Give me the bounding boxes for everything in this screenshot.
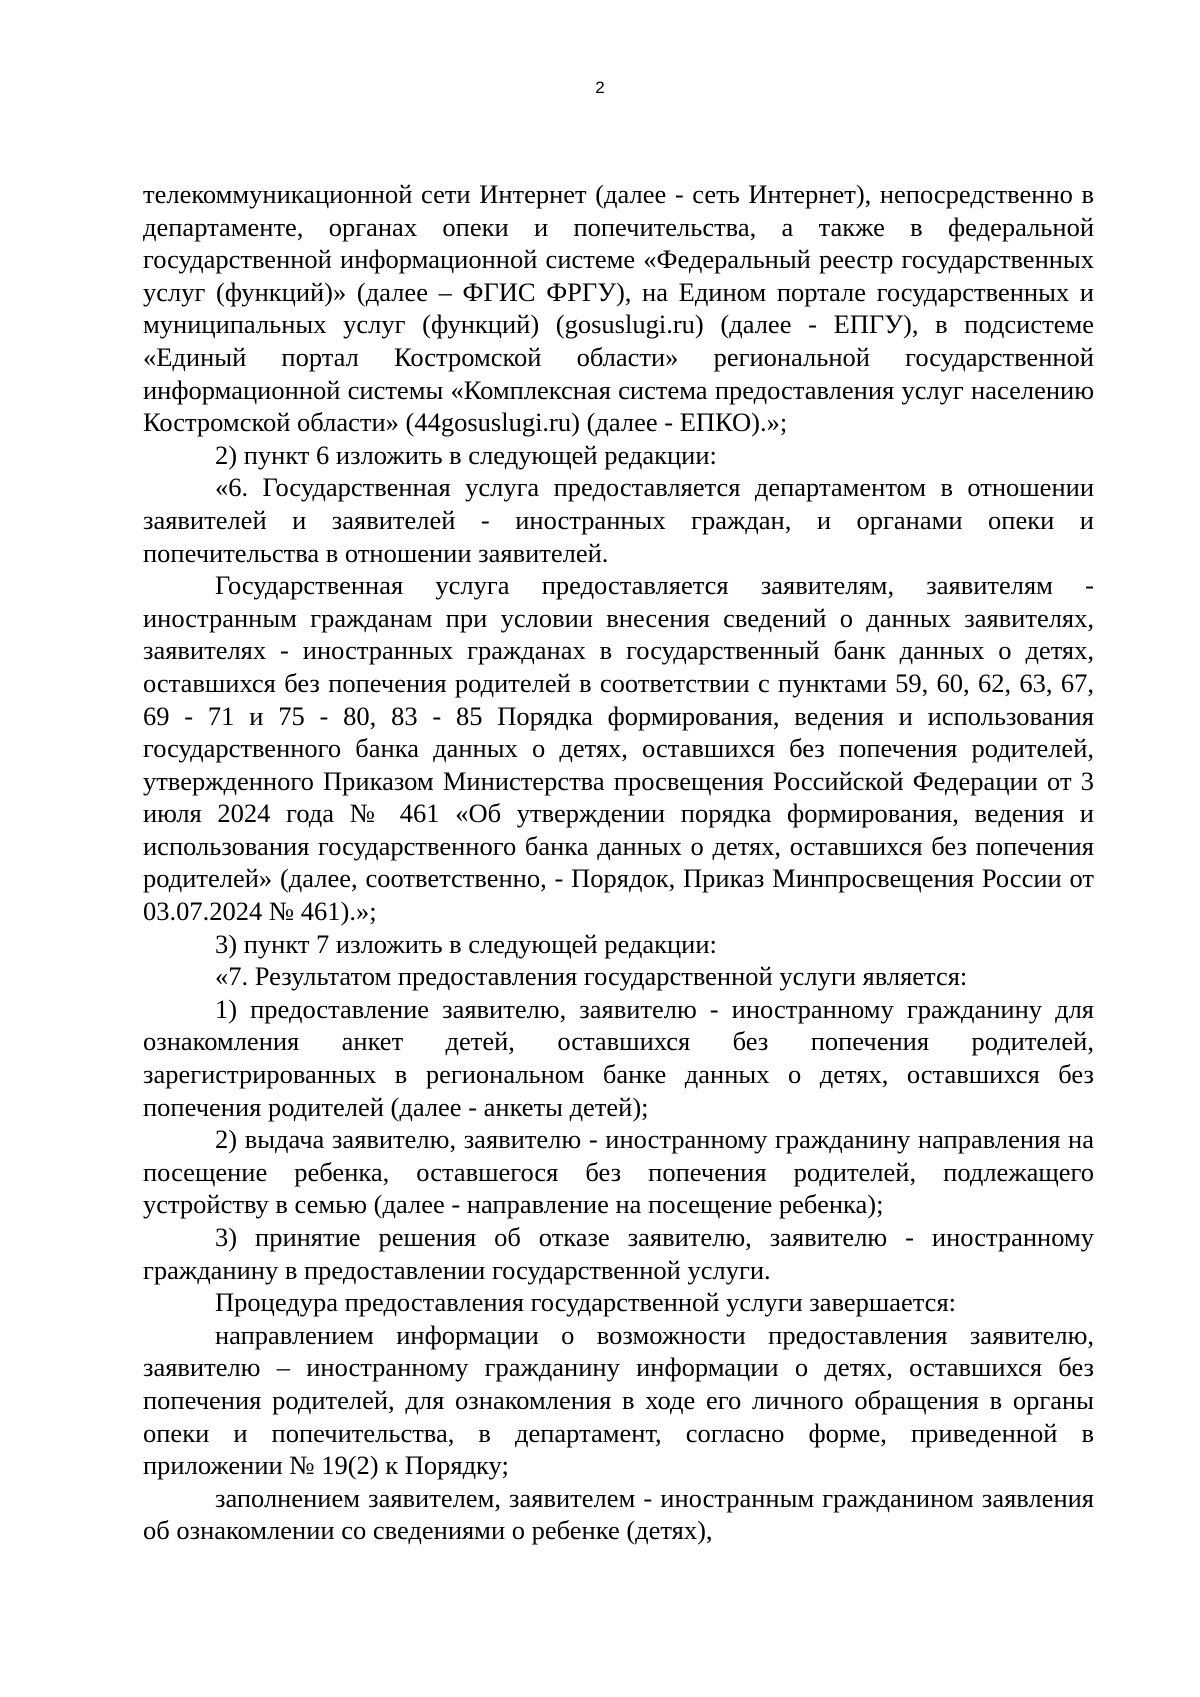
paragraph-result-1: 1) предоставление заявителю, заявителю - иностранному гражданину для ознакомления анкет детей, оставшихся без попечения родителей, зарегистрированных в региональном банке данных о детях, оставшихся без попечения родителей (далее - анкеты детей); [143,993,1094,1122]
paragraph-intro-continuation: телекоммуникационной сети Интернет (далее - сеть Интернет), непосредственно в департаменте, органах опеки и попечительства, а также в федеральной государственной информационной системе «Федеральный реестр государственных услуг (функций)» (далее – ФГИС ФРГУ), на Едином портале государственных и муниципальных услуг (функций) (gosuslugi.ru) (далее - ЕПГУ), в подсистеме «Единый портал Костромской области» региональной государственной информационной системы «Комплексная система предоставления услуг населению Костромской области» (44gosuslugi.ru) (далее - ЕПКО).»; [143,179,1094,438]
paragraph-point-6: «6. Государственная услуга предоставляется департаментом в отношении заявителей и заявителей - иностранных граждан, и органами опеки и попечительства в отношении заявителей. [143,472,1094,568]
page-number: 2 [595,78,605,97]
paragraph-point-7: «7. Результатом предоставления государственной услуги является: [215,961,968,992]
paragraph-procedure-application: заполнением заявителем, заявителем - иностранным гражданином заявления об ознакомлении со сведениями о ребенке (детях), [143,1482,1094,1546]
paragraph-procedure-notice: направлением информации о возможности предоставления заявителю, заявителю – иностранному гражданину информации о детях, оставшихся без попечения родителей, для ознакомления в ходе его личного обращения в органы опеки и попечительства, в департамент, согласно форме, приведенной в приложении № 19(2) к Порядку; [143,1319,1094,1481]
paragraph-result-2: 2) выдача заявителю, заявителю - иностранному гражданину направления на посещение ребенка, оставшегося без попечения родителей, подлежащего устройству в семью (далее - направление на посещение ребенка); [143,1124,1094,1220]
paragraph-item-2-heading: 2) пункт 6 изложить в следующей редакции: [215,439,717,470]
document-body [143,178,1094,1547]
paragraph-procedure-heading: Процедура предоставления государственной услуги завершается: [215,1287,956,1318]
paragraph-point-6-conditions: Государственная услуга предоставляется заявителям, заявителям - иностранным гражданам при условии внесения сведений о данных заявителях, заявителях - иностранных гражданах в государственный банк данных о детях, оставшихся без попечения родителей в соответствии с пунктами 59, 60, 62, 63, 67, 69 - 71 и 75 - 80, 83 - 85 Порядка формирования, ведения и использования государственного банка данных о детях, оставшихся без попечения родителей, утвержденного Приказом Министерства просвещения Российской Федерации от 3 июля 2024 года № 461 «Об утверждении порядка формирования, ведения и использования государственного банка данных о детях, оставшихся без попечения родителей» (далее, соответственно, - Порядок, Приказ Минпросвещения России от 03.07.2024 № 461).»; [143,570,1094,927]
paragraph-result-3: 3) принятие решения об отказе заявителю, заявителю - иностранному гражданину в предоставлении государственной услуги. [143,1222,1094,1285]
paragraph-item-3-heading: 3) пункт 7 изложить в следующей редакции: [215,928,717,959]
